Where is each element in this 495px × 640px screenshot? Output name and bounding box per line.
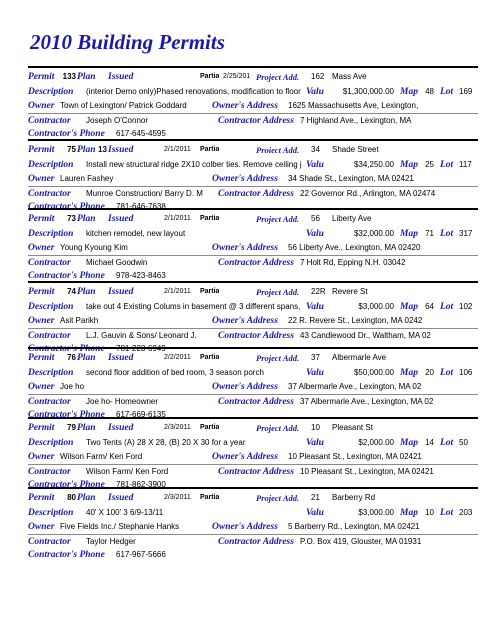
project-address-label: Project Add. <box>256 493 300 503</box>
owner-address-label: Owner's Address <box>212 101 278 111</box>
description-label: Description <box>28 508 74 518</box>
project-address-number: 37 <box>311 353 320 362</box>
project-address-number: 21 <box>311 493 320 502</box>
plan-label: Plan <box>77 72 96 82</box>
permit-value: $32,000.00 <box>353 229 394 238</box>
contractor-address-label: Contractor Address <box>218 258 294 268</box>
owner-address: 10 Pleasant St., Lexington, MA 02421 <box>288 452 422 461</box>
map-label: Map <box>400 229 418 239</box>
plan-label: Plan <box>77 353 96 363</box>
lot-label: Lot <box>440 229 454 239</box>
owner-label: Owner <box>28 452 55 462</box>
permit-description-row <box>28 506 478 520</box>
project-street: Barberry Rd <box>332 493 376 502</box>
permit-number: 133 <box>62 72 76 81</box>
permit-label: Permit <box>28 145 55 155</box>
permit-description-row <box>28 366 478 380</box>
project-street: Mass Ave <box>332 72 367 81</box>
project-address-label: Project Add. <box>256 72 300 82</box>
permit-record <box>28 281 478 354</box>
permit-contractor-row <box>28 328 478 343</box>
project-street: Liberty Ave <box>332 214 372 223</box>
owner-address-label: Owner's Address <box>212 316 278 326</box>
permit-contractor-row <box>28 534 478 549</box>
permit-number: 73 <box>67 214 76 223</box>
owner-label: Owner <box>28 101 55 111</box>
lot-number: 102 <box>459 302 473 311</box>
description-text: Two Tents (A) 28 X 28, (B) 20 X 30 for a year <box>86 438 246 447</box>
permit-label: Permit <box>28 214 55 224</box>
value-label: Valu <box>306 229 324 239</box>
issued-date: 2/2/2011 <box>164 354 191 361</box>
project-address-label: Project Add. <box>256 353 300 363</box>
plan-label: Plan <box>77 214 96 224</box>
permit-phone-row <box>28 548 478 562</box>
contractor-address: 7 Highland Ave., Lexington, MA <box>300 116 412 125</box>
lot-number: 317 <box>459 229 473 238</box>
description-label: Description <box>28 87 74 97</box>
permit-header-row <box>28 70 478 84</box>
permit-value: $50,000.00 <box>353 368 394 377</box>
value-label: Valu <box>306 302 324 312</box>
owner-label: Owner <box>28 316 55 326</box>
contractor-phone-label: Contractor's Phone <box>28 480 105 490</box>
description-text: 40' X 100' 3 6/9-13/11 <box>86 508 164 517</box>
issued-label: Issued <box>108 423 134 433</box>
partial-flag: Partia <box>200 73 220 80</box>
issued-label: Issued <box>108 214 134 224</box>
issued-date: 2/1/2011 <box>164 215 191 222</box>
contractor-label: Contractor <box>28 189 71 199</box>
project-street: Revere St <box>332 287 368 296</box>
issued-date: 2/3/2011 <box>164 424 191 431</box>
permit-description-row <box>28 85 478 99</box>
project-address-label: Proiect Add. <box>256 145 300 155</box>
map-label: Map <box>400 87 418 97</box>
plan-label: Plan <box>77 493 96 503</box>
value-label: Valu <box>306 438 324 448</box>
permit-owner-row <box>28 314 478 328</box>
contractor-phone: 617-669-6135 <box>116 410 166 419</box>
owner-address-label: Owner's Address <box>212 382 278 392</box>
description-label: Description <box>28 302 74 312</box>
permit-owner-row <box>28 172 478 186</box>
permit-label: Permit <box>28 287 55 297</box>
contractor-address-label: Contractor Address <box>218 537 294 547</box>
permit-header-row <box>28 491 478 505</box>
permit-number: 80 <box>67 493 76 502</box>
map-label: Map <box>400 508 418 518</box>
lot-number: 117 <box>459 160 472 169</box>
contractor-phone-label: Contractor's Phone <box>28 344 105 354</box>
contractor-label: Contractor <box>28 397 71 407</box>
contractor-phone-label: Contractor's Phone <box>28 129 105 139</box>
project-address-number: 162 <box>311 72 325 81</box>
partial-flag: Partia <box>200 424 220 431</box>
contractor-phone: 781-862-3900 <box>116 480 166 489</box>
map-number: 71 <box>425 229 434 238</box>
lot-label: Lot <box>440 302 454 312</box>
permit-contractor-row <box>28 113 478 128</box>
value-label: Valu <box>306 87 324 97</box>
permit-value: $3,000.00 <box>358 508 394 517</box>
map-label: Map <box>400 160 418 170</box>
project-address-number: 22R <box>311 287 326 296</box>
contractor-name: Michael Goodwin <box>86 258 148 267</box>
contractor-phone-label: Contractor's Phone <box>28 410 105 420</box>
contractor-phone: 781-223-6949 <box>116 344 166 353</box>
owner-name: Wilson Farm/ Ken Ford <box>60 452 143 461</box>
permit-description-row <box>28 300 478 314</box>
owner-name: Asit Parikh <box>60 316 99 325</box>
permit-owner-row <box>28 450 478 464</box>
owner-label: Owner <box>28 382 55 392</box>
contractor-label: Contractor <box>28 537 71 547</box>
permit-contractor-row <box>28 186 478 201</box>
project-address-number: 10 <box>311 423 320 432</box>
owner-label: Owner <box>28 174 55 184</box>
map-label: Map <box>400 368 418 378</box>
partial-flag: Partia <box>200 146 220 153</box>
permit-header-row <box>28 421 478 435</box>
owner-name: Young Kyoung Kim <box>60 243 128 252</box>
map-label: Map <box>400 302 418 312</box>
owner-address-label: Owner's Address <box>212 174 278 184</box>
permit-record <box>28 139 478 212</box>
project-street: Pleasant St <box>332 423 373 432</box>
contractor-phone: 978-423-8463 <box>116 271 166 280</box>
permit-description-row <box>28 158 478 172</box>
permit-value: $3,000.00 <box>358 302 394 311</box>
contractor-address-label: Contractor Address <box>218 467 294 477</box>
permit-record <box>28 347 478 420</box>
plan-label: Plan <box>77 145 96 155</box>
page-title: 2010 Building Permits <box>30 30 225 54</box>
contractor-name: Taylor Hedger <box>86 537 136 546</box>
description-text: second floor addition of bed room, 3 season porch <box>86 368 264 377</box>
contractor-address: 10 Pleasant St., Lexington, MA 02421 <box>300 467 434 476</box>
project-address-number: 34 <box>311 145 320 154</box>
permit-number: 76 <box>67 353 76 362</box>
owner-name: Joe ho <box>60 382 85 391</box>
contractor-name: Joe ho- Homeowner <box>86 397 159 406</box>
contractor-address: 7 Holt Rd, Epping N.H. 03042 <box>300 258 406 267</box>
permit-header-row <box>28 285 478 299</box>
map-number: 48 <box>425 87 434 96</box>
contractor-label: Contractor <box>28 331 71 341</box>
permit-owner-row <box>28 520 478 534</box>
permit-owner-row <box>28 241 478 255</box>
map-label: Map <box>400 438 418 448</box>
lot-label: Lot <box>440 368 454 378</box>
permit-value: $34,250.00 <box>353 160 394 169</box>
owner-label: Owner <box>28 243 55 253</box>
lot-number: 169 <box>459 87 473 96</box>
permit-contractor-row <box>28 255 478 270</box>
contractor-phone: 781-646-7638 <box>116 202 166 211</box>
contractor-name: L.J. Gauvin & Sons/ Leonard J. <box>86 331 197 340</box>
permit-header-row <box>28 143 478 157</box>
issued-date: 2/1/2011 <box>164 146 191 153</box>
description-text: kitchen remodel, new layout <box>86 229 186 238</box>
contractor-name: Joseph O'Connor <box>86 116 149 125</box>
contractor-phone-label: Contractor's Phone <box>28 271 105 281</box>
description-label: Description <box>28 368 74 378</box>
permit-record <box>28 417 478 490</box>
permit-label: Permit <box>28 493 55 503</box>
permit-contractor-row <box>28 464 478 479</box>
value-label: Valu <box>306 508 324 518</box>
lot-label: Lot <box>440 160 454 170</box>
partial-flag: Partia <box>200 215 220 222</box>
issued-label: Issued <box>108 353 134 363</box>
contractor-address-label: Contractor Address <box>218 189 294 199</box>
owner-address-label: Owner's Address <box>212 243 278 253</box>
contractor-address: 43 Candlewood Dr., Waltham, MA 02 <box>300 331 431 340</box>
contractor-phone: 617-645-4595 <box>116 129 166 138</box>
map-number: 14 <box>425 438 434 447</box>
issued-date: 2/3/2011 <box>164 494 191 501</box>
issued-label: Issued <box>108 145 134 155</box>
contractor-phone-label: Contractor's Phone <box>28 202 105 212</box>
contractor-phone-label: Contractor's Phone <box>28 550 105 560</box>
project-address-label: Project Add. <box>256 287 300 297</box>
map-number: 64 <box>425 302 434 311</box>
lot-label: Lot <box>440 87 454 97</box>
partial-flag: Partia <box>200 494 220 501</box>
permit-header-row <box>28 212 478 226</box>
owner-address-label: Owner's Address <box>212 522 278 532</box>
contractor-name: Munroe Construction/ Barry D. M <box>86 189 203 198</box>
project-street: Shade Street <box>332 145 379 154</box>
owner-address: 5 Barberry Rd., Lexington, MA 02421 <box>288 522 420 531</box>
issued-label: Issued <box>108 72 134 82</box>
permit-description-row <box>28 436 478 450</box>
permit-number: 74 <box>67 287 76 296</box>
owner-address-label: Owner's Address <box>212 452 278 462</box>
contractor-label: Contractor <box>28 116 71 126</box>
owner-name: Lauren Fashey <box>60 174 114 183</box>
lot-label: Lot <box>440 508 454 518</box>
issued-label: Issued <box>108 493 134 503</box>
owner-address: 37 Albermarle Ave., Lexington, MA 02 <box>288 382 422 391</box>
contractor-address: 37 Albermarle Ave., Lexington, MA 02 <box>300 397 434 406</box>
permit-number: 75 <box>67 145 76 154</box>
project-address-label: Project Add. <box>256 423 300 433</box>
contractor-label: Contractor <box>28 467 71 477</box>
owner-name: Five Fields Inc./ Stephanie Hanks <box>60 522 180 531</box>
map-number: 25 <box>425 160 434 169</box>
issued-label: Issued <box>108 287 134 297</box>
owner-name: Town of Lexington/ Patrick Goddard <box>60 101 187 110</box>
description-text: Install new structural ridge 2X10 colber ties. Remove ceiling j <box>86 160 302 169</box>
owner-address: 1625 Massachusetts Ave, Lexington, <box>288 101 419 110</box>
permit-description-row <box>28 227 478 241</box>
partial-flag: Partia <box>200 354 220 361</box>
lot-label: Lot <box>440 438 454 448</box>
plan-label: Plan <box>77 423 96 433</box>
plan-label: Plan <box>77 287 96 297</box>
permit-record <box>28 487 478 560</box>
issued-date: 2/25/201 <box>223 73 251 80</box>
value-label: Valu <box>306 160 324 170</box>
owner-address: 56 Liberty Ave., Lexington, MA 02420 <box>288 243 421 252</box>
contractor-address-label: Contractor Address <box>218 331 294 341</box>
contractor-address: 22 Governor Rd., Arlington, MA 02474 <box>300 189 436 198</box>
lot-number: 106 <box>459 368 473 377</box>
permit-value: $1,300,000.00 <box>342 87 394 96</box>
plan-number: 13 <box>98 145 107 154</box>
permit-label: Permit <box>28 353 55 363</box>
contractor-phone: 617-967-5666 <box>116 550 166 559</box>
contractor-address-label: Contractor Address <box>218 397 294 407</box>
partial-flag: Partia <box>200 288 220 295</box>
description-label: Description <box>28 160 74 170</box>
contractor-address-label: Contractor Address <box>218 116 294 126</box>
map-number: 10 <box>425 508 434 517</box>
permit-number: 79 <box>67 423 76 432</box>
permit-owner-row <box>28 99 478 113</box>
permit-label: Permit <box>28 72 55 82</box>
project-street: Albermarle Ave <box>332 353 387 362</box>
permit-contractor-row <box>28 394 478 409</box>
contractor-name: Wilson Farm/ Ken Ford <box>86 467 169 476</box>
lot-number: 203 <box>459 508 473 517</box>
description-text: take out 4 Existing Colums in basement @ 3 different spans, <box>86 302 301 311</box>
owner-label: Owner <box>28 522 55 532</box>
value-label: Valu <box>306 368 324 378</box>
permit-label: Permit <box>28 423 55 433</box>
project-address-number: 56 <box>311 214 320 223</box>
permit-record <box>28 66 478 139</box>
permit-value: $2,000.00 <box>358 438 394 447</box>
description-text: (interior Demo only)Phased renovations, modification to floor <box>86 87 301 96</box>
project-address-label: Project Add. <box>256 214 300 224</box>
lot-number: 50 <box>459 438 468 447</box>
description-label: Description <box>28 438 74 448</box>
owner-address: 34 Shade St., Lexington, MA 02421 <box>288 174 414 183</box>
permit-record <box>28 208 478 281</box>
permit-header-row <box>28 351 478 365</box>
contractor-address: P.O. Box 419, Glouster, MA 01931 <box>300 537 422 546</box>
contractor-label: Contractor <box>28 258 71 268</box>
description-label: Description <box>28 229 74 239</box>
permit-owner-row <box>28 380 478 394</box>
map-number: 20 <box>425 368 434 377</box>
owner-address: 22 R. Revere St., Lexington, MA 0242 <box>288 316 423 325</box>
issued-date: 2/1/2011 <box>164 288 191 295</box>
